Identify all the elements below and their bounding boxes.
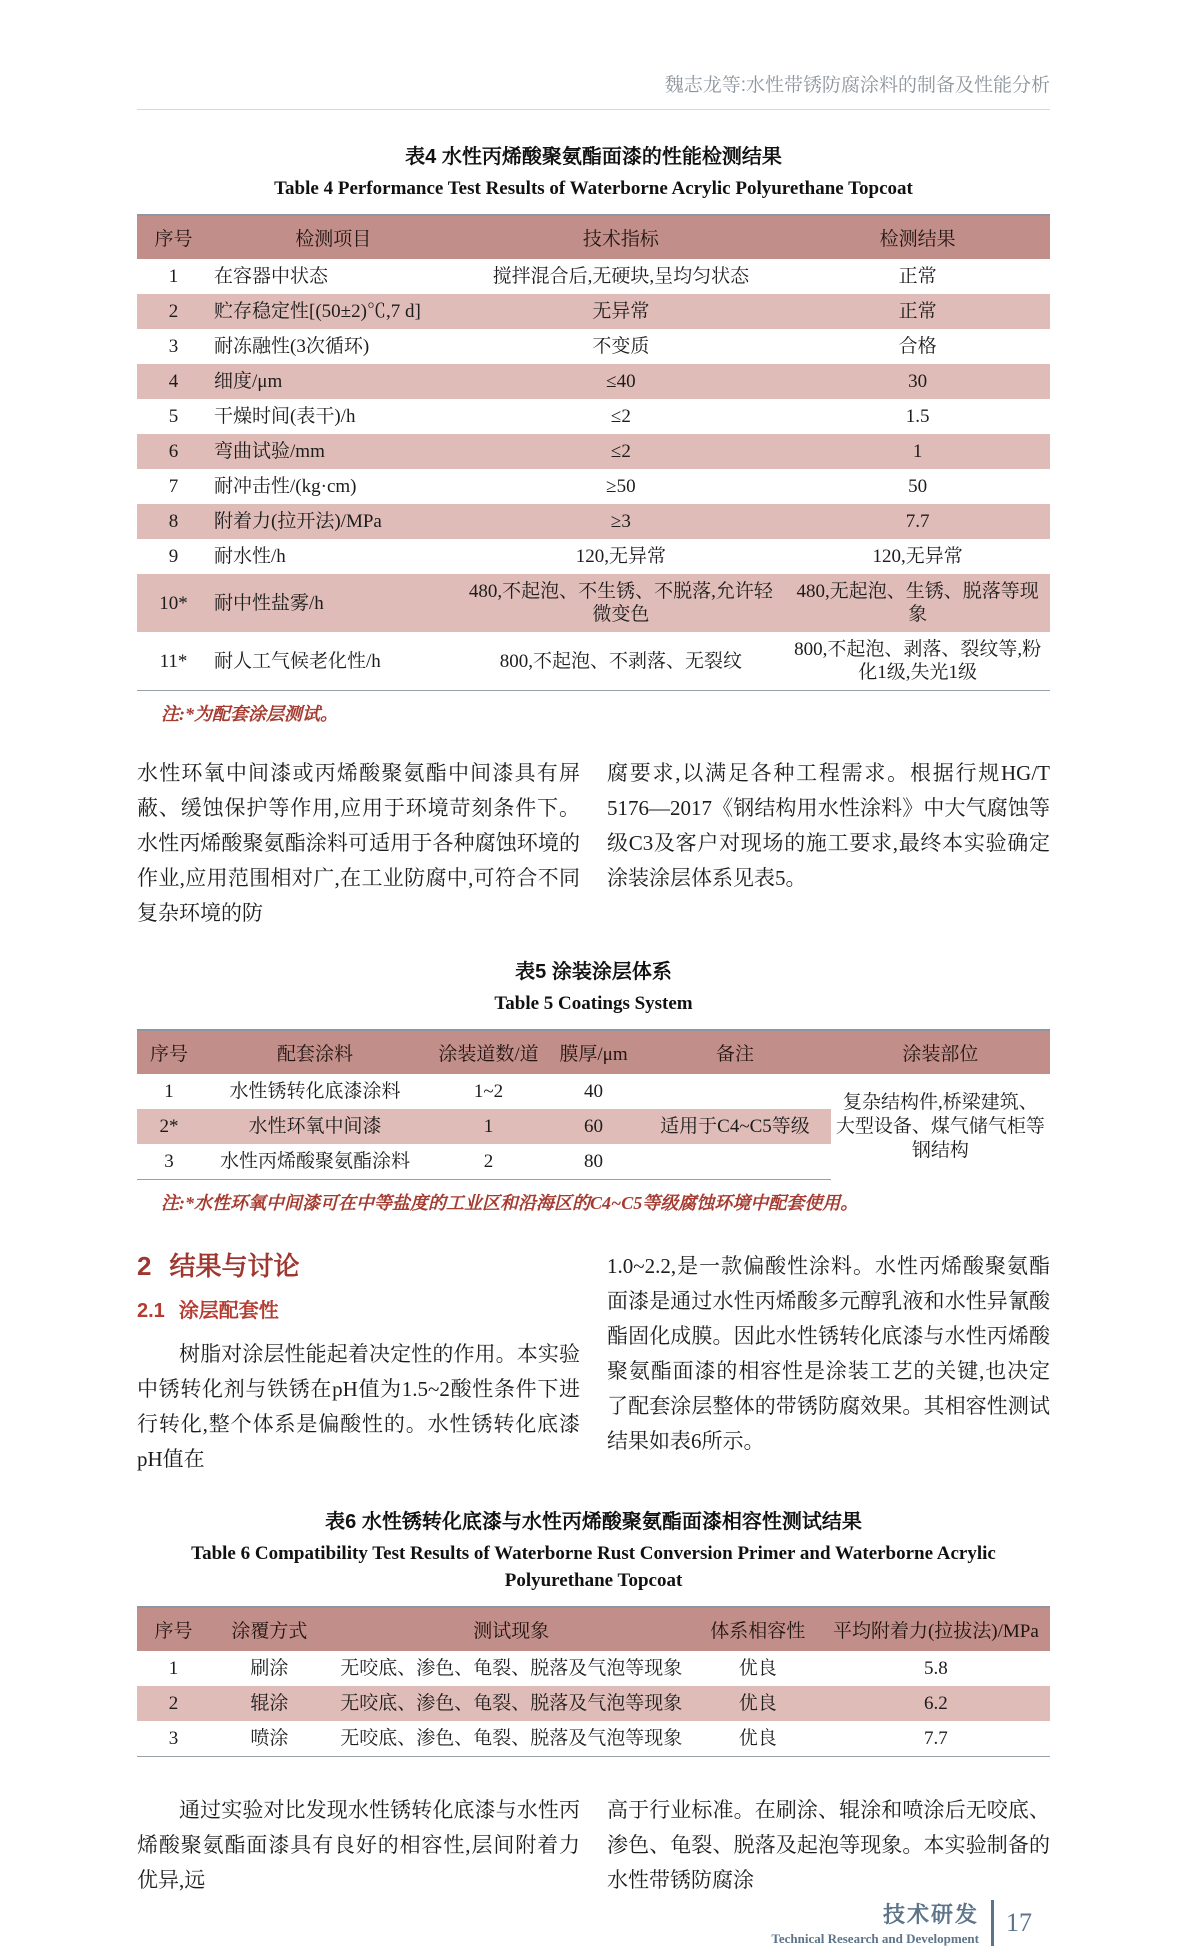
paragraph-left: 树脂对涂层性能起着决定性的作用。本实验中锈转化剂与铁锈在pH值为1.5~2酸性条件下进行转化,整个体系是偏酸性的。水性锈转化底漆pH值在 <box>137 1342 580 1471</box>
table-row <box>137 574 1050 632</box>
table-cell: ≤2 <box>457 434 786 469</box>
table-cell: 9 <box>168 546 179 567</box>
table-row <box>137 632 1050 691</box>
table-row <box>137 469 1050 504</box>
table-cell: 800,不起泡、剥落、裂纹等,粉化1级,失光1级 <box>785 632 1050 691</box>
body-paragraph-block-3 <box>137 1793 1050 1898</box>
page-footer <box>137 1898 1050 1947</box>
table-cell: 120,无异常 <box>575 546 666 567</box>
page-number: 17 <box>1006 1907 1032 1937</box>
column-header: 检测结果 <box>879 229 956 250</box>
table-row <box>137 1721 1050 1757</box>
table6-section <box>137 1505 1050 1757</box>
footer-divider <box>991 1900 994 1946</box>
column-header: 序号 <box>154 229 193 250</box>
table-cell: 6.2 <box>822 1686 1050 1721</box>
table4-note: 注:*为配套涂层测试。 <box>161 704 338 724</box>
subsection-number: 2.1 <box>137 1300 165 1322</box>
table-cell: ≥3 <box>457 504 786 539</box>
table-cell: 2* <box>137 1109 201 1144</box>
table-cell: 7.7 <box>822 1721 1050 1757</box>
table-cell: 不变质 <box>592 336 650 357</box>
table-cell: 800,不起泡、不剥落、无裂纹 <box>457 632 786 691</box>
table-row <box>137 294 1050 329</box>
table-cell: 正常 <box>785 294 1050 329</box>
table-cell: 1 <box>168 1658 179 1679</box>
table-cell: 无咬底、渗色、龟裂、脱落及气泡等现象 <box>340 1658 683 1679</box>
table-cell <box>639 1144 831 1180</box>
section-number: 2 <box>137 1251 152 1281</box>
table-cell: 2 <box>137 1686 210 1721</box>
table-cell: 水性环氧中间漆 <box>201 1109 429 1144</box>
table-cell: 搅拌混合后,无硬块,呈均匀状态 <box>492 266 750 287</box>
paragraph-right: 1.0~2.2,是一款偏酸性涂料。水性丙烯酸聚氨酯面漆是通过水性丙烯酸多元醇乳液和水性异氰酸酯固化成膜。因此水性锈转化底漆与水性丙烯酸聚氨酯面漆的相容性是涂装工艺的关键,也决定了配套涂层整体的带锈防腐效果。其相容性测试结果如表6所示。 <box>607 1254 1050 1453</box>
table5 <box>137 1029 1050 1180</box>
table5-title-en: Table 5 Coatings System <box>494 993 693 1014</box>
column-header: 配套涂料 <box>277 1044 354 1065</box>
column-header: 序号 <box>149 1044 188 1065</box>
table-cell: 5 <box>168 406 179 427</box>
column-header: 涂覆方式 <box>231 1621 308 1642</box>
table-cell: 耐中性盐雾/h <box>210 574 457 632</box>
table-cell: 耐人工气候老化性/h <box>210 632 457 691</box>
table-cell: 无咬底、渗色、龟裂、脱落及气泡等现象 <box>329 1721 694 1757</box>
table-cell: 1 <box>168 266 179 287</box>
table-row <box>137 1651 1050 1686</box>
table-cell: 6 <box>137 434 210 469</box>
table-cell: 耐水性/h <box>214 546 286 567</box>
table6-title-en: Table 6 Compatibility Test Results of Waterborne Rust Conversion Primer and Waterborne Acrylic Polyurethane Topcoat <box>191 1543 996 1591</box>
table-cell: 无咬底、渗色、龟裂、脱落及气泡等现象 <box>329 1686 694 1721</box>
table-cell: 3 <box>168 336 179 357</box>
section2-left-column <box>137 1249 580 1477</box>
table-cell: 1 <box>164 1081 174 1102</box>
table-cell: 喷涂 <box>210 1721 329 1757</box>
table-cell: 耐冲击性/(kg·cm) <box>214 476 357 497</box>
table-cell: 耐冻融性(3次循环) <box>214 336 370 357</box>
table-row <box>137 259 1050 294</box>
table5-note: 注:*水性环氧中间漆可在中等盐度的工业区和沿海区的C4~C5等级腐蚀环境中配套使用。 <box>161 1193 859 1213</box>
table-cell: 480,无起泡、生锈、脱落等现象 <box>785 574 1050 632</box>
subsection-title: 涂层配套性 <box>178 1300 279 1322</box>
section2-block <box>137 1249 1050 1477</box>
table-cell: 60 <box>548 1109 639 1144</box>
table-cell: 在容器中状态 <box>214 266 329 287</box>
subsection-heading <box>137 1294 580 1329</box>
table5-title-cn: 表5 涂装涂层体系 <box>515 961 672 983</box>
table5-section <box>137 955 1050 1215</box>
column-header: 序号 <box>154 1621 193 1642</box>
table-cell: 50 <box>908 476 928 497</box>
table-cell: 贮存稳定性[(50±2)℃,7 d] <box>210 294 457 329</box>
table-cell: 120,无异常 <box>872 546 963 567</box>
table4-section <box>137 140 1050 726</box>
body-paragraph-block-1 <box>137 756 1050 931</box>
table-row <box>137 364 1050 399</box>
table-row <box>137 434 1050 469</box>
table4-title-cn: 表4 水性丙烯酸聚氨酯面漆的性能检测结果 <box>405 146 782 168</box>
table-cell: 7 <box>168 476 179 497</box>
paragraph-right: 腐要求,以满足各种工程需求。根据行规HG/T 5176—2017《钢结构用水性涂料》中大气腐蚀等级C3及客户对现场的施工要求,最终本实验确定涂装涂层体系见表5。 <box>607 761 1050 890</box>
table-cell: 辊涂 <box>210 1686 329 1721</box>
column-header: 涂装部位 <box>902 1044 979 1065</box>
table-cell: 8 <box>137 504 210 539</box>
column-header: 测试现象 <box>473 1621 550 1642</box>
footer-section-en: Technical Research and Development <box>771 1931 979 1946</box>
table-cell: 4 <box>137 364 210 399</box>
table-cell: 水性丙烯酸聚氨酯涂料 <box>201 1144 429 1180</box>
table-row <box>137 1686 1050 1721</box>
column-header: 体系相容性 <box>710 1621 806 1642</box>
table-cell: ≤40 <box>457 364 786 399</box>
table-cell: 正常 <box>898 266 937 287</box>
table-cell: 3 <box>137 1721 210 1757</box>
table4-header-row <box>137 215 1050 259</box>
footer-section-label <box>771 1898 979 1947</box>
table-cell: 2 <box>429 1144 548 1180</box>
column-header: 膜厚/μm <box>559 1044 628 1065</box>
table4-title-en: Table 4 Performance Test Results of Waterborne Acrylic Polyurethane Topcoat <box>274 178 913 199</box>
table-cell: 1 <box>785 434 1050 469</box>
table-cell: 优良 <box>694 1721 822 1757</box>
table-row <box>137 329 1050 364</box>
section-heading <box>137 1249 580 1284</box>
table-cell-coating-parts: 复杂结构件,桥梁建筑、大型设备、煤气储气柜等钢结构 <box>831 1074 1050 1180</box>
table6 <box>137 1606 1050 1757</box>
column-header: 技术指标 <box>582 229 659 250</box>
table-cell: 2 <box>137 294 210 329</box>
table-cell: 480,不起泡、不生锈、不脱落,允许轻微变色 <box>457 574 786 632</box>
table-cell: 1.5 <box>905 406 930 427</box>
column-header: 备注 <box>715 1044 754 1065</box>
table-cell: 无异常 <box>457 294 786 329</box>
column-header: 平均附着力(拉拔法)/MPa <box>832 1621 1039 1642</box>
table-cell: 附着力(拉开法)/MPa <box>210 504 457 539</box>
table-cell: 3 <box>137 1144 201 1180</box>
footer-section-cn: 技术研发 <box>882 1902 979 1927</box>
paragraph-left: 水性环氧中间漆或丙烯酸聚氨酯中间漆具有屏蔽、缓蚀保护等作用,应用于环境苛刻条件下。水性丙烯酸聚氨酯涂料可适用于各种腐蚀环境的作业,应用范围相对广,在工业防腐中,可符合不同复杂环境的防 <box>137 761 580 925</box>
table-cell: 弯曲试验/mm <box>210 434 457 469</box>
table-cell: ≥50 <box>606 476 636 497</box>
table6-header-row <box>137 1607 1050 1651</box>
table-cell: 适用于C4~C5等级 <box>639 1109 831 1144</box>
paragraph-left: 通过实验对比发现水性锈转化底漆与水性丙烯酸聚氨酯面漆具有良好的相容性,层间附着力优异,远 <box>137 1798 580 1892</box>
table-cell: 1 <box>429 1109 548 1144</box>
table-cell: 10* <box>137 574 210 632</box>
table-row <box>137 399 1050 434</box>
table-row <box>137 504 1050 539</box>
table-cell: 30 <box>785 364 1050 399</box>
table6-title-cn: 表6 水性锈转化底漆与水性丙烯酸聚氨酯面漆相容性测试结果 <box>325 1511 862 1533</box>
table-cell: 干燥时间(表干)/h <box>214 406 356 427</box>
table-row <box>137 1074 1050 1109</box>
table-cell: 优良 <box>738 1658 777 1679</box>
table-cell: 7.7 <box>785 504 1050 539</box>
running-header: 魏志龙等:水性带锈防腐涂料的制备及性能分析 <box>137 70 1050 110</box>
table-cell: 11* <box>137 632 210 691</box>
table-cell: 水性锈转化底漆涂料 <box>229 1081 401 1102</box>
paragraph-right: 高于行业标准。在刷涂、辊涂和喷涂后无咬底、渗色、龟裂、脱落及起泡等现象。本实验制备的水性带锈防腐涂 <box>607 1798 1050 1892</box>
table-cell: 80 <box>548 1144 639 1180</box>
table4 <box>137 214 1050 691</box>
table-row <box>137 539 1050 574</box>
table-cell: 5.8 <box>923 1658 948 1679</box>
table-cell: ≤2 <box>610 406 631 427</box>
table-cell: 1~2 <box>473 1081 504 1102</box>
table-cell <box>639 1074 831 1109</box>
table-cell: 40 <box>583 1081 603 1102</box>
column-header: 检测项目 <box>295 229 372 250</box>
section-title: 结果与讨论 <box>169 1251 300 1281</box>
table-cell: 合格 <box>898 336 937 357</box>
table-cell: 细度/μm <box>210 364 457 399</box>
table5-header-row <box>137 1030 1050 1074</box>
column-header: 涂装道数/道 <box>438 1044 539 1065</box>
table-cell: 刷涂 <box>250 1658 289 1679</box>
table-cell: 优良 <box>694 1686 822 1721</box>
